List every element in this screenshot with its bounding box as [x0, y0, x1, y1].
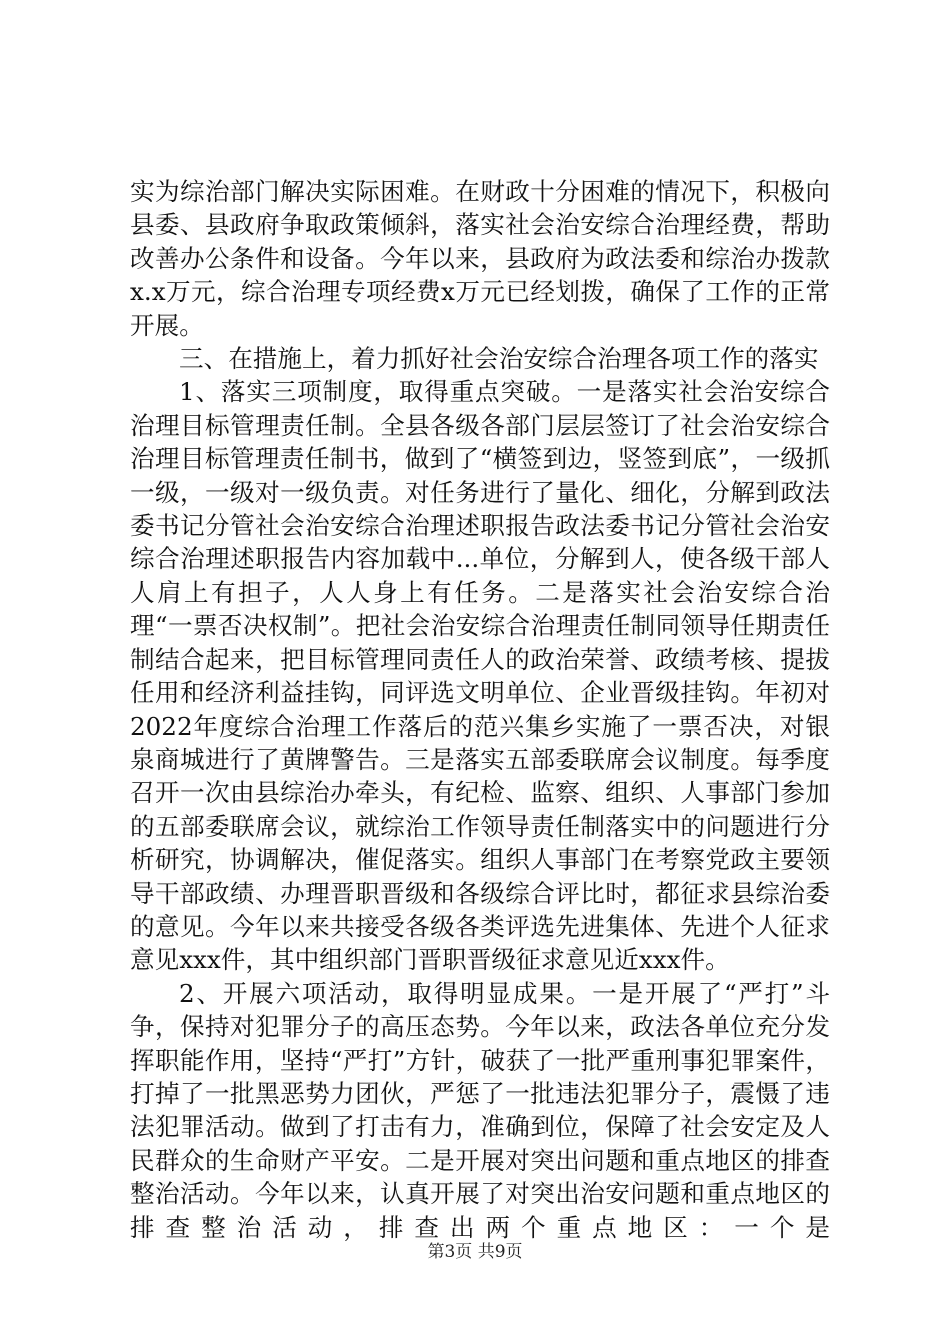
page-number-footer: 第3页 共9页	[427, 1242, 523, 1262]
paragraph-six-activities: 2、开展六项活动，取得明显成果。一是开展了“严打”斗争，保持对犯罪分子的高压态势。今年以来，政法各单位充分发挥职能作用，坚持“严打”方针，破获了一批严重刑事犯罪案件，打掉了一批黑恶势力团伙，严惩了一批违法犯罪分子，震慑了违法犯罪活动。做到了打击有力，准确到位，保障了社会安定及人民群众的生命财产平安。二是开展对突出问题和重点地区的排查整治活动。今年以来，认真开展了对突出治安问题和重点地区的排查整治活动，排查出两个重点地区：一个是	[130, 978, 830, 1242]
paragraph-three-systems: 1、落实三项制度，取得重点突破。一是落实社会治安综合治理目标管理责任制。全县各级各部门层层签订了社会治安综合治理目标管理责任制书，做到了“横签到边，竖签到底”，一级抓一级，一级对一级负责。对任务进行了量化、细化，分解到政法委书记分管社会治安综合治理述职报告政法委书记分管社会治安综合治理述职报告内容加载中...单位，分解到人，使各级干部人人肩上有担子，人人身上有任务。二是落实社会治安综合治理“一票否决权制”。把社会治安综合治理责任制同领导任期责任制结合起来，把目标管理同责任人的政治荣誉、政绩考核、提拔任用和经济利益挂钩，同评选文明单位、企业晋级挂钩。年初对2022年度综合治理工作落后的范兴集乡实施了一票否决，对银泉商城进行了黄牌警告。三是落实五部委联席会议制度。每季度召开一次由县综治办牵头，有纪检、监察、组织、人事部门参加的五部委联席会议，就综治工作领导责任制落实中的问题进行分析研究，协调解决，催促落实。组织人事部门在考察党政主要领导干部政绩、办理晋职晋级和各级综合评比时，都征求县综治委的意见。今年以来共接受各级各类评选先进集体、先进个人征求意见xxx件，其中组织部门晋职晋级征求意见近xxx件。	[130, 377, 830, 975]
paragraph-funding: 实为综治部门解决实际困难。在财政十分困难的情况下，积极向县委、县政府争取政策倾斜，落实社会治安综合治理经费，帮助改善办公条件和设备。今年以来，县政府为政法委和综治办拨款x.x万元，综合治理专项经费x万元已经划拨，确保了工作的正常开展。	[130, 177, 830, 340]
document-body	[130, 175, 830, 1244]
section-heading-measures: 三、在措施上，着力抓好社会治安综合治理各项工作的落实	[179, 344, 819, 374]
